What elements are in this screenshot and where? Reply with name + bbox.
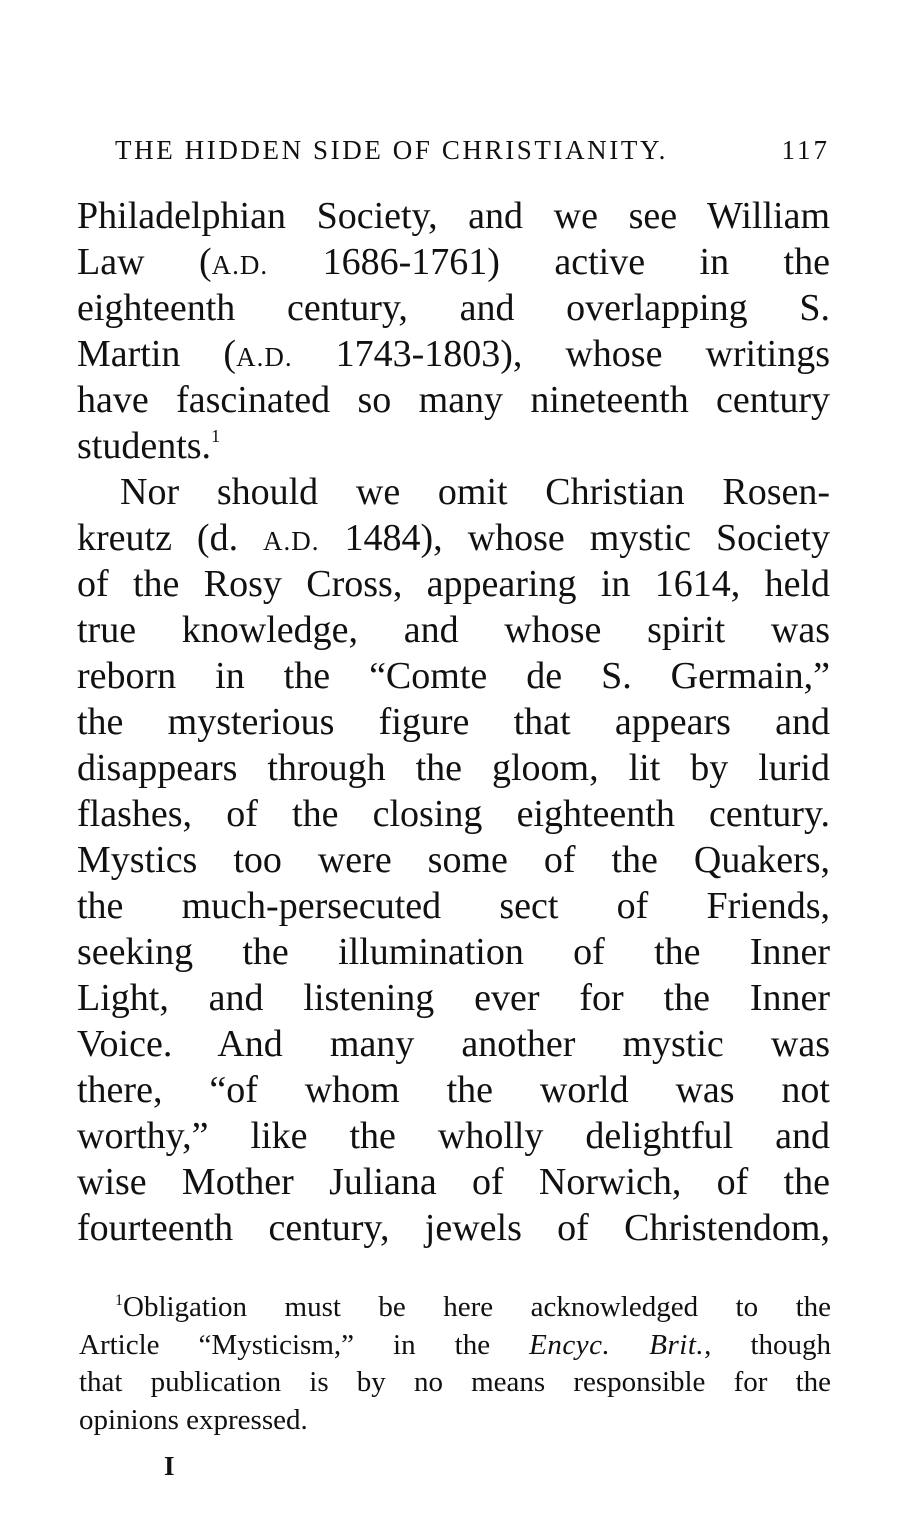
footnote-line: Article “Mysticism,” in the Encyc. Brit., though [79,1328,832,1361]
text-line: flashes, of the closing eighteenth century. [77,793,830,835]
text-line: Law (A.D. 1686-1761) active in the [77,241,830,283]
footnote-line: opinions expressed. [79,1403,308,1436]
small-caps-era: A.D. [211,250,269,280]
text-line: seeking the illumination of the Inner [77,931,830,973]
text-line: Voice. And many another mystic was [77,1023,830,1065]
page-number: 117 [781,135,830,165]
footnote-line: that publication is by no means responsible for the [79,1366,831,1398]
small-caps-era: A.D. [263,526,320,556]
text-line: disappears through the gloom, lit by lurid [77,747,830,789]
text-line: the much-persecuted sect of Friends, [77,885,830,927]
text-line: wise Mother Juliana of Norwich, of the [77,1161,830,1203]
text-line: Martin (A.D. 1743-1803), whose writings [77,333,831,375]
text-line: worthy,” like the wholly delightful and [77,1115,830,1157]
italic-title: Encyc. [529,1328,611,1361]
text-line: have fascinated so many nineteenth century [77,379,830,421]
text-line: kreutz (d. A.D. 1484), whose mystic Society [77,517,830,559]
text-line: reborn in the “Comte de S. Germain,” [77,655,830,697]
footnote [79,1289,831,1439]
body-text [77,193,830,1251]
footnote-reference: 1 [211,426,221,446]
text-line: of the Rosy Cross, appearing in 1614, held [77,563,830,605]
text-line: students.$^1$ [77,425,221,467]
signature-mark: I [164,1451,175,1481]
text-line: the mysterious figure that appears and [77,701,830,743]
running-head [115,132,830,168]
text-line: fourteenth century, jewels of Christendom, [77,1207,830,1249]
italic-title: Brit. [649,1328,705,1361]
running-head-title: THE HIDDEN SIDE OF CHRISTIANITY. [115,135,668,165]
small-caps-era: A.D. [236,342,293,372]
text-line: true knowledge, and whose spirit was [77,609,830,651]
text-line: there, “of whom the world was not [77,1069,830,1111]
text-line: Philadelphian Society, and we see William [77,195,830,237]
text-line: Light, and listening ever for the Inner [77,977,830,1019]
text-line: eighteenth century, and overlapping S. [77,287,830,329]
footnote-line: $^1$Obligation must be here acknowledged to the [115,1291,831,1323]
footnote-marker: 1 [115,1292,123,1309]
text-line: Mystics too were some of the Quakers, [77,839,830,881]
paragraph-first-line: Nor should we omit Christian Rosen- [120,471,830,513]
